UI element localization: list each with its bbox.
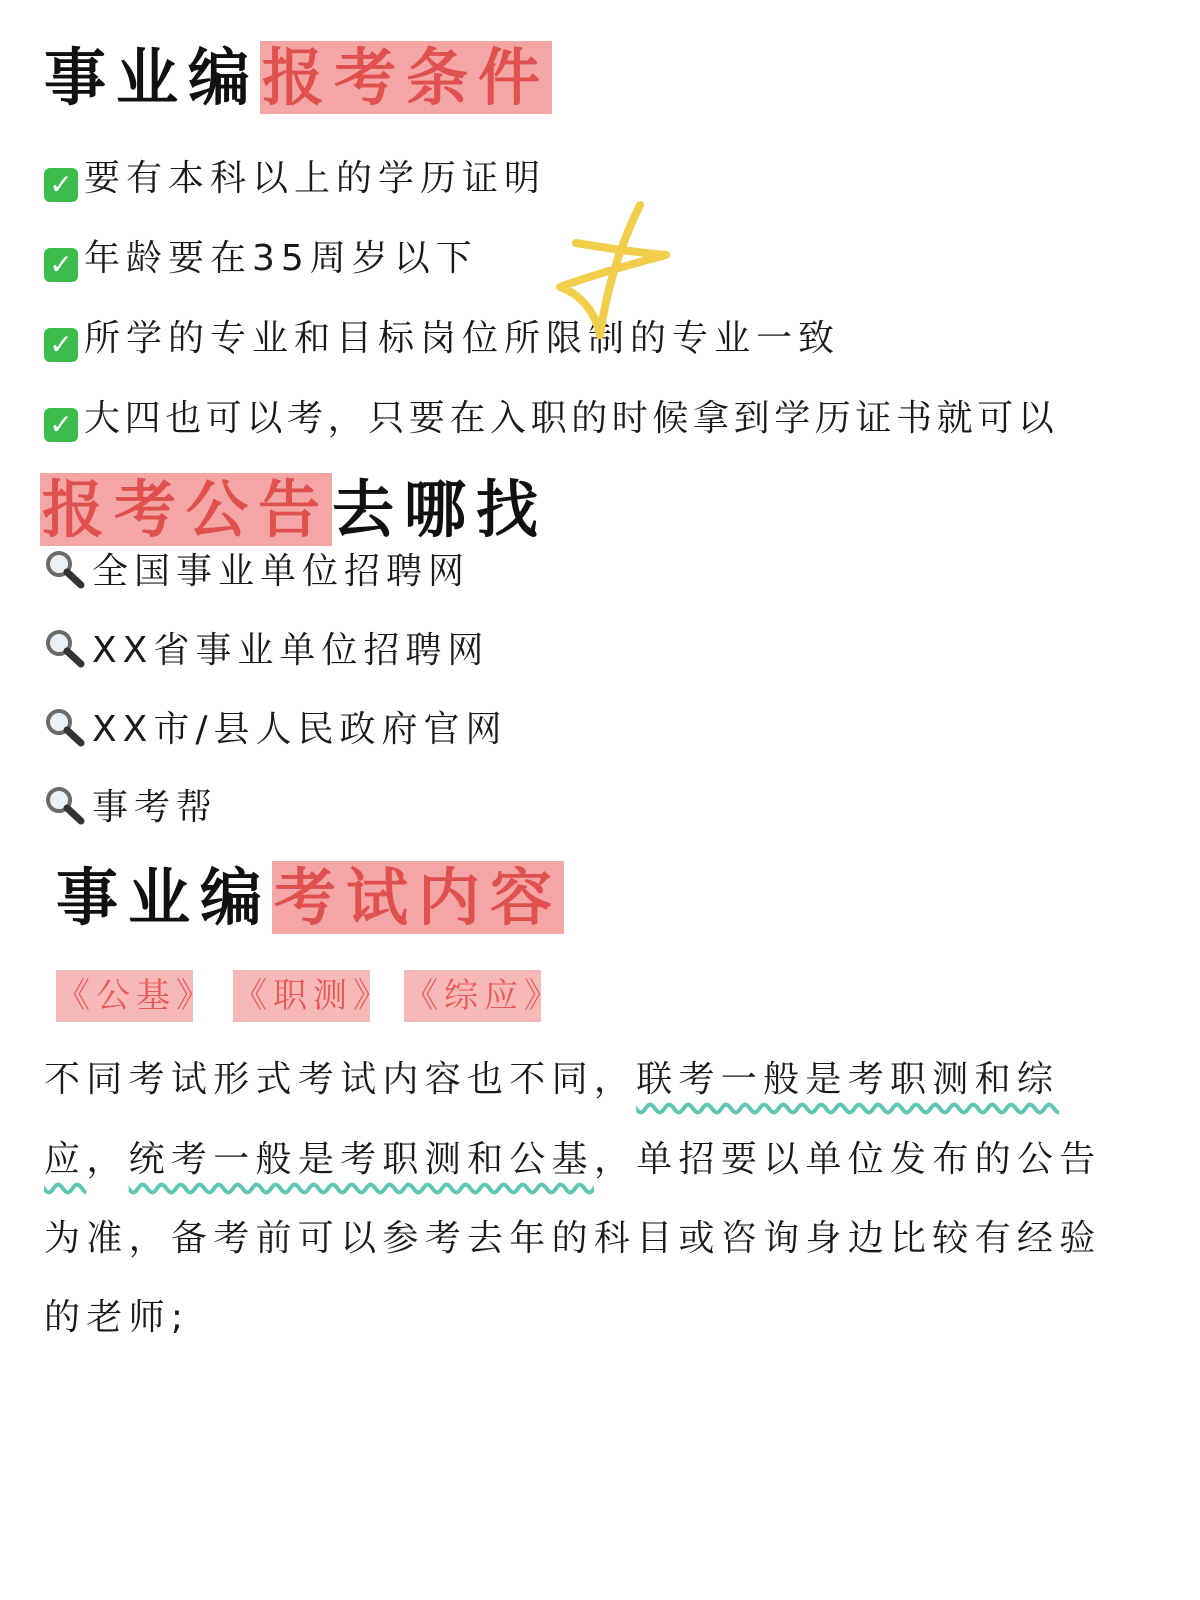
magnifier-icon bbox=[44, 549, 86, 589]
list-item: ✓ 大四也可以考，只要在入职的时候拿到学历证书就可以 bbox=[44, 395, 1058, 443]
wavy-underlined-text: 联考一般是考职测和综 bbox=[636, 1059, 1060, 1100]
check-mark-icon: ✓ bbox=[44, 248, 78, 282]
heading-highlight: 考试内容 bbox=[274, 861, 563, 934]
check-mark-icon: ✓ bbox=[44, 408, 78, 442]
heading-highlight: 报考公告 bbox=[42, 473, 331, 546]
wavy-underlined-text: 统考一般是考职测和公基 bbox=[128, 1139, 594, 1180]
heading-exam-content bbox=[56, 858, 564, 938]
wavy-underlined-text: 应 bbox=[44, 1139, 87, 1180]
paragraph-line: 不同考试形式考试内容也不同，联考一般是考职测和综 bbox=[44, 1059, 1060, 1100]
check-mark-icon: ✓ bbox=[44, 168, 78, 202]
tag-zhice: 《职测》 bbox=[233, 970, 370, 1022]
heading-plain: 事业编 bbox=[44, 41, 261, 114]
magnifier-icon bbox=[44, 628, 86, 668]
list-item: 全国事业单位招聘网 bbox=[44, 548, 470, 596]
star-doodle-icon bbox=[548, 195, 678, 345]
magnifier-icon bbox=[44, 785, 86, 825]
heading-highlight: 报考条件 bbox=[262, 41, 551, 114]
tag-gongji: 《公基》 bbox=[56, 970, 193, 1022]
paragraph-line: 应，统考一般是考职测和公基，单招要以单位发布的公告 bbox=[44, 1139, 1102, 1180]
tag-zongying: 《综应》 bbox=[404, 970, 541, 1022]
magnifier-icon bbox=[44, 707, 86, 747]
heading-plain: 事业编 bbox=[56, 861, 273, 934]
check-mark-icon: ✓ bbox=[44, 328, 78, 362]
list-item: ✓ 年龄要在35周岁以下 bbox=[44, 235, 478, 283]
list-item: XX省事业单位招聘网 bbox=[44, 627, 489, 675]
list-item: 事考帮 bbox=[44, 784, 218, 832]
list-item: ✓ 要有本科以上的学历证明 bbox=[44, 155, 546, 203]
list-item: ✓ 所学的专业和目标岗位所限制的专业一致 bbox=[44, 315, 840, 363]
list-item: XX市/县人民政府官网 bbox=[44, 706, 507, 754]
paragraph-line: 的老师; bbox=[44, 1297, 190, 1338]
paragraph-line: 为准，备考前可以参考去年的科目或咨询身边比较有经验 bbox=[44, 1218, 1102, 1259]
heading-where-to-find bbox=[40, 470, 548, 550]
heading-exam-conditions bbox=[44, 38, 552, 118]
heading-plain: 去哪找 bbox=[332, 473, 549, 546]
